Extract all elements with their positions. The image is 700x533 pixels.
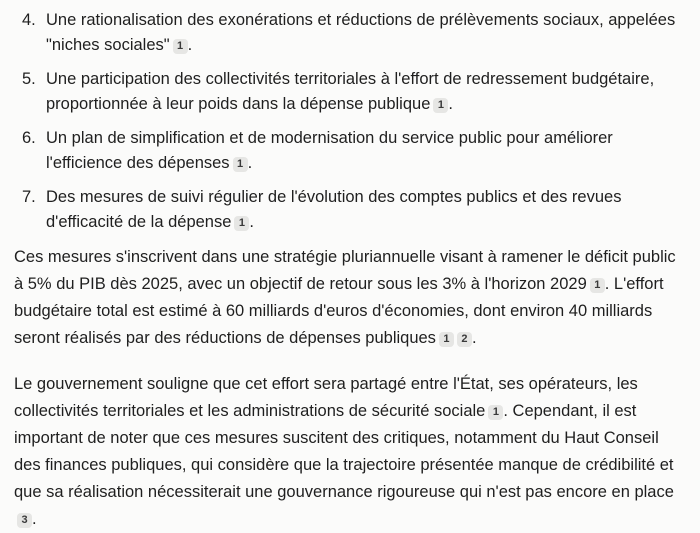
list-item xyxy=(14,126,686,176)
paragraph-text: . Cependant, il est important de noter que ces mesures suscitent des critiques, notamment du Haut Conseil des finances publiques, qui considère que la trajectoire présentée manque de crédibilité et que sa réalisation nécessiterait une gouvernance rigoureuse qui n'est pas encore en place xyxy=(14,402,674,501)
paragraph-text: . L'effort budgétaire total est estimé à 60 milliards d'euros d'économies, dont environ 40 milliards seront réalisés par des réductions de dépenses publiques xyxy=(14,275,664,347)
paragraph-text: . xyxy=(471,329,477,347)
paragraph-text: . xyxy=(32,510,37,528)
list-item-text: Une rationalisation des exonérations et réductions de prélèvements sociaux, appelées "niches sociales" xyxy=(46,11,676,54)
list-item xyxy=(14,67,686,117)
citation-badge[interactable]: 1 xyxy=(590,278,605,293)
list-item-text: Un plan de simplification et de modernisation du service public pour améliorer l'efficience des dépenses xyxy=(46,129,613,172)
citation-badge[interactable]: 3 xyxy=(17,513,32,528)
citation-badge[interactable]: 1 xyxy=(234,216,249,231)
list-item-number: 5. xyxy=(22,70,36,88)
list-item-end: . xyxy=(247,154,253,172)
citation-badge[interactable]: 1 xyxy=(173,39,188,54)
citation-badge[interactable]: 1 xyxy=(439,332,454,347)
paragraph-text: Ces mesures s'inscrivent dans une stratégie pluriannuelle visant à ramener le déficit public à 5% du PIB dès 2025, avec un objectif de retour sous les 3% à l'horizon 2029 xyxy=(14,248,676,293)
list-item-end: . xyxy=(187,36,193,54)
list-item-text: Une participation des collectivités territoriales à l'effort de redressement budgétaire, proportionnée à leur poids dans la dépense publique xyxy=(46,70,655,113)
list-item-end: . xyxy=(448,95,453,113)
list-item-number: 6. xyxy=(22,129,36,147)
citation-badge[interactable]: 2 xyxy=(457,332,472,347)
list-item xyxy=(14,8,686,58)
citation-badge[interactable]: 1 xyxy=(233,157,248,172)
response-content xyxy=(0,8,700,533)
list-item-end: . xyxy=(249,213,254,231)
paragraph-text: Le gouvernement souligne que cet effort sera partagé entre l'État, ses opérateurs, les collectivités territoriales et les administrations de sécurité sociale xyxy=(14,375,638,420)
citation-badge[interactable]: 1 xyxy=(433,98,448,113)
measures-list xyxy=(14,8,686,235)
paragraph-government xyxy=(14,371,686,533)
paragraph-strategy xyxy=(14,244,686,352)
list-item-number: 4. xyxy=(22,11,36,29)
list-item xyxy=(14,185,686,235)
list-item-number: 7. xyxy=(22,188,36,206)
citation-badge[interactable]: 1 xyxy=(488,405,503,420)
list-item-text: Des mesures de suivi régulier de l'évolution des comptes publics et des revues d'efficacité de la dépense xyxy=(46,188,622,231)
